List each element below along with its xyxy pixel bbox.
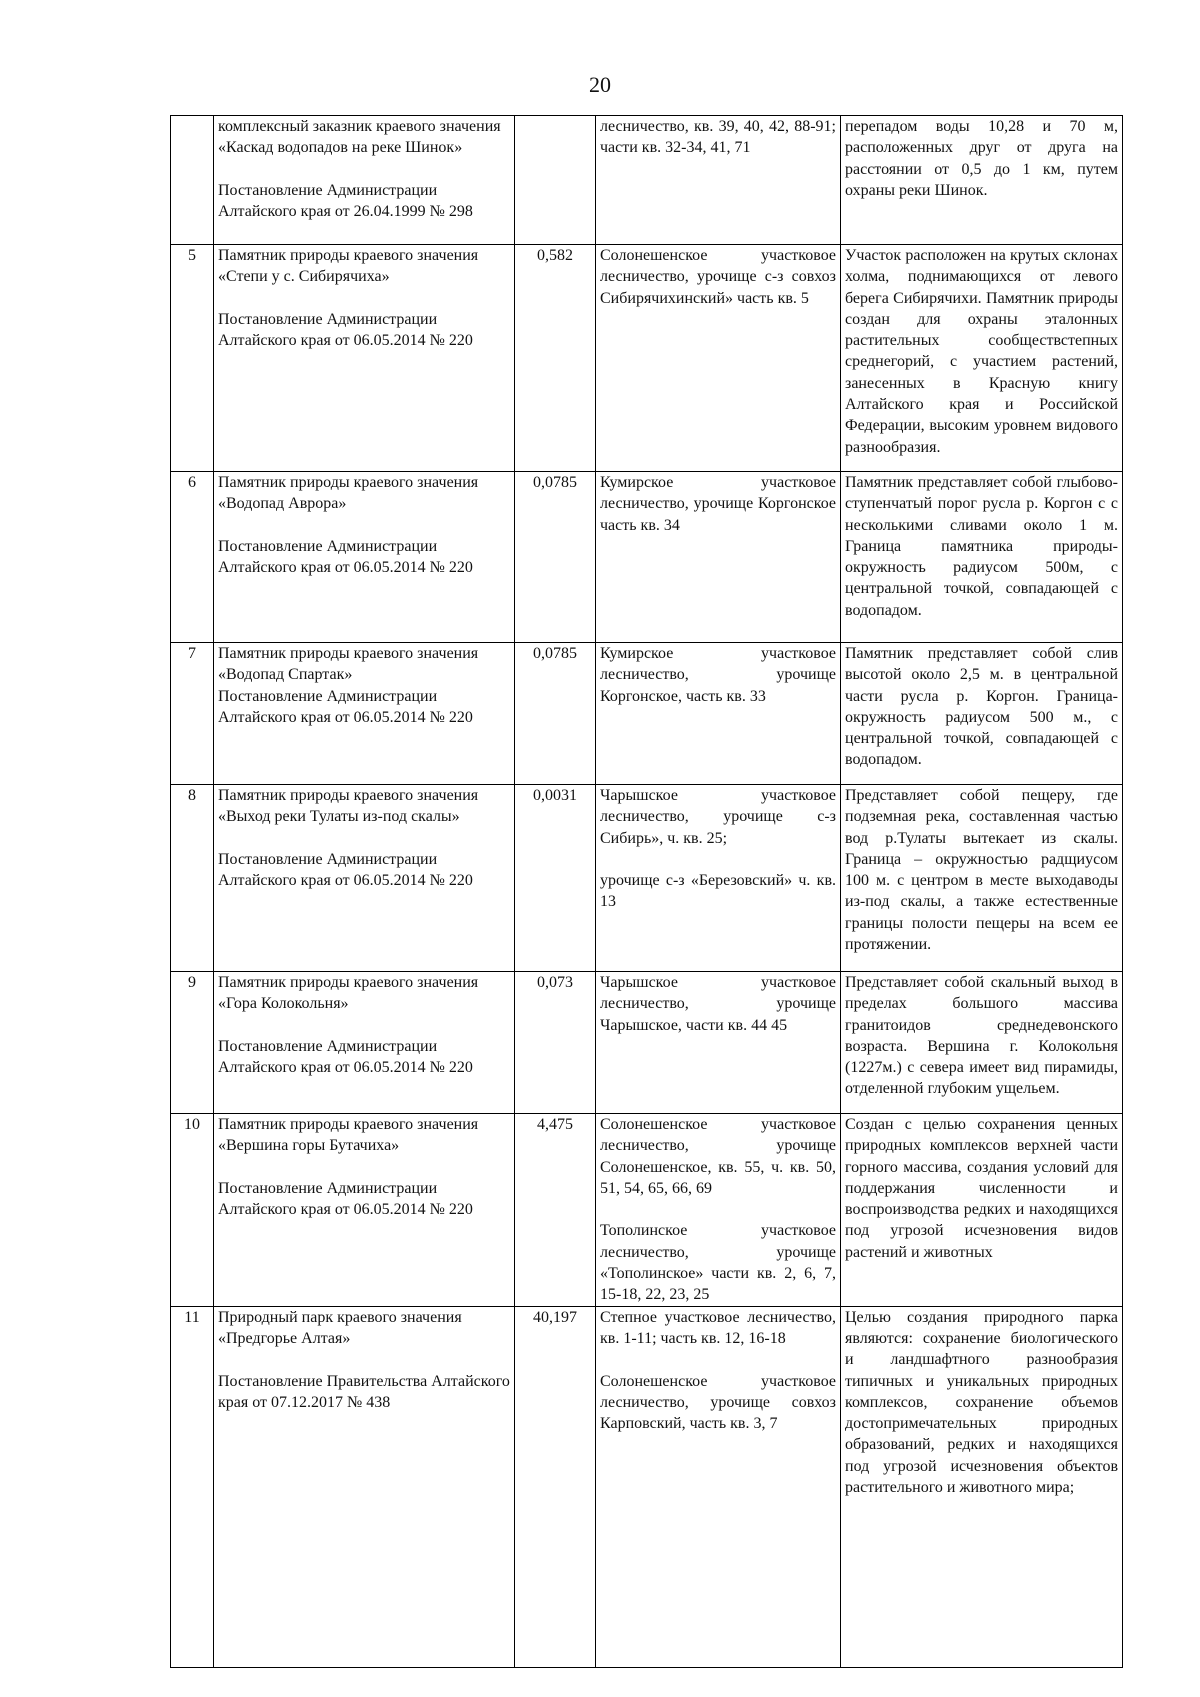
area-value: 0,073 <box>515 972 596 1114</box>
page-number: 20 <box>589 72 611 97</box>
area-value: 0,0785 <box>515 472 596 643</box>
row-number: 9 <box>171 972 214 1114</box>
decree-reference: Постановление Правительства Алтайского края от 07.12.2017 № 438 <box>218 1372 510 1411</box>
object-name: Памятник природы краевого значения «Водопад Аврора» <box>218 474 479 513</box>
spacer <box>600 1199 836 1220</box>
row-number: 5 <box>171 245 214 472</box>
object-name-cell <box>214 643 515 785</box>
object-name-cell <box>214 1306 515 1667</box>
description-cell: Участок расположен на крутых склонах холма, поднимающихся от левого берега Сибирячихи. Памятник природы создан для охраны эталонных растительных сообществстепных среднегорий, с участием растений, занесенных в Красную книгу Алтайского края и Российской Федерации, высоким уровнем видового разнообразия. <box>841 245 1123 472</box>
location-text: Степное участковое лесничество, кв. 1-11; часть кв. 12, 16-18 <box>600 1308 836 1347</box>
location-text: Чарышское участковое лесничество, урочище Чарышское, части кв. 44 45 <box>600 974 836 1034</box>
location-cell <box>596 472 841 643</box>
row-number: 6 <box>171 472 214 643</box>
object-name: Природный парк краевого значения «Предгорье Алтая» <box>218 1308 462 1347</box>
spacer <box>218 828 510 849</box>
location-text: Солонешенское участковое лесничество, урочище совхоз Карповский, часть кв. 3, 7 <box>600 1372 836 1433</box>
row-number <box>171 116 214 245</box>
decree-reference: Постановление Администрации Алтайского края от 06.05.2014 № 220 <box>218 310 473 350</box>
table-row <box>171 643 1123 785</box>
description-cell: перепадом воды 10,28 и 70 м, расположенных друг от друга на расстоянии от 0,5 до 1 км, путем охраны реки Шинок. <box>841 116 1123 245</box>
location-text: Солонешенское участковое лесничество, урочище с-з совхоз Сибирячихинский» часть кв. 5 <box>600 247 836 307</box>
table-row <box>171 245 1123 472</box>
spacer <box>218 1015 510 1036</box>
decree-reference: Постановление Администрации Алтайского края от 06.05.2014 № 220 <box>218 850 473 890</box>
decree-reference: Постановление Администрации Алтайского края от 26.04.1999 № 298 <box>218 181 473 221</box>
area-value: 0,582 <box>515 245 596 472</box>
object-name: комплексный заказник краевого значения «Каскад водопадов на реке Шинок» <box>218 118 501 157</box>
protected-areas-table <box>170 115 1123 1668</box>
location-cell <box>596 1306 841 1667</box>
spacer <box>600 849 836 870</box>
table-row <box>171 1114 1123 1307</box>
location-text: лесничество, кв. 39, 40, 42, 88-91; части кв. 32-34, 41, 71 <box>600 118 836 157</box>
description-cell: Целью создания природного парка являются: сохранение биологического и ландшафтного разнообразия типичных и уникальных природных комплексов, сохранение объемов достопримечательных природных образований, редких и находящихся под угрозой исчезновения объектов растительного и животного мира; <box>841 1306 1123 1667</box>
spacer <box>600 1349 836 1370</box>
object-name: Памятник природы краевого значения «Гора Колокольня» <box>218 974 479 1013</box>
location-text: Солонешенское участковое лесничество, урочище Солонешенское, кв. 55, ч. кв. 50, 51, 54, 65, 66, 69 <box>600 1116 836 1197</box>
row-number: 10 <box>171 1114 214 1307</box>
decree-reference: Постановление Администрации Алтайского края от 06.05.2014 № 220 <box>218 537 473 577</box>
area-value: 0,0031 <box>515 785 596 972</box>
location-cell <box>596 785 841 972</box>
spacer <box>218 1349 510 1370</box>
row-number: 8 <box>171 785 214 972</box>
location-text: Чарышское участковое лесничество, урочище с-з Сибирь», ч. кв. 25; <box>600 787 836 847</box>
description-cell: Памятник представляет собой глыбово-ступенчатый порог русла р. Коргон с с несколькими сливами около 1 м. Граница памятника природы- окружность радиусом 500м, с центральной точкой, совпадающей с водопадом. <box>841 472 1123 643</box>
spacer <box>218 288 510 309</box>
description-cell: Памятник представляет собой слив высотой около 2,5 м. в центральной части русла р. Коргон. Граница- окружность радиусом 500 м., с центральной точкой, совпадающей с водопадом. <box>841 643 1123 785</box>
area-value: 40,197 <box>515 1306 596 1667</box>
location-cell <box>596 972 841 1114</box>
object-name: Памятник природы краевого значения «Вершина горы Бутачиха» <box>218 1116 479 1155</box>
object-name-cell <box>214 245 515 472</box>
description-cell: Представляет собой скальный выход в пределах большого массива гранитоидов среднедевонского возраста. Вершина г. Колокольня (1227м.) с севера имеет вид пирамиды, отделенной глубоким ущельем. <box>841 972 1123 1114</box>
decree-reference: Постановление Администрации Алтайского края от 06.05.2014 № 220 <box>218 687 473 726</box>
spacer <box>218 159 510 180</box>
table-body <box>171 116 1123 1668</box>
object-name: Памятник природы краевого значения «Выход реки Тулаты из-под скалы» <box>218 787 479 826</box>
location-cell <box>596 1114 841 1307</box>
object-name-cell <box>214 472 515 643</box>
object-name: Памятник природы краевого значения «Водопад Спартак» <box>218 645 479 684</box>
object-name-cell <box>214 116 515 245</box>
object-name: Памятник природы краевого значения «Степи у с. Сибирячиха» <box>218 247 479 286</box>
table-row <box>171 972 1123 1114</box>
decree-reference: Постановление Администрации Алтайского края от 06.05.2014 № 220 <box>218 1037 473 1077</box>
location-cell <box>596 116 841 245</box>
area-value: 0,0785 <box>515 643 596 785</box>
table-row <box>171 1306 1123 1667</box>
table-row <box>171 785 1123 972</box>
row-number: 7 <box>171 643 214 785</box>
location-text: Кумирское участковое лесничество, урочище Коргонское часть кв. 34 <box>600 474 836 534</box>
location-text: Кумирское участковое лесничество, урочище Коргонское, часть кв. 33 <box>600 645 836 705</box>
object-name-cell <box>214 785 515 972</box>
location-cell <box>596 245 841 472</box>
object-name-cell <box>214 1114 515 1307</box>
description-cell: Создан с целью сохранения ценных природных комплексов верхней части горного массива, создания условий для поддержания численности и воспроизводства редких и находящихся под угрозой исчезновения видов растений и животных <box>841 1114 1123 1307</box>
location-text: Тополинское участковое лесничество, урочище «Тополинское» части кв. 2, 6, 7, 15-18, 22, 23, 25 <box>600 1222 836 1304</box>
location-text: урочище с-з «Березовский» ч. кв. 13 <box>600 872 836 911</box>
object-name-cell <box>214 972 515 1114</box>
area-value: 4,475 <box>515 1114 596 1307</box>
location-cell <box>596 643 841 785</box>
spacer <box>218 515 510 536</box>
table-row <box>171 116 1123 245</box>
row-number: 11 <box>171 1306 214 1667</box>
table-row <box>171 472 1123 643</box>
spacer <box>218 1157 510 1178</box>
decree-reference: Постановление Администрации Алтайского края от 06.05.2014 № 220 <box>218 1179 473 1219</box>
area-value <box>515 116 596 245</box>
description-cell: Представляет собой пещеру, где подземная река, составленная частью вод р.Тулаты вытекает из скалы. Граница – окружностью радщиусом 100 м. с центром в месте выходаводы из-под скалы, а также естественные границы полости пещеры на всем ее протяжении. <box>841 785 1123 972</box>
